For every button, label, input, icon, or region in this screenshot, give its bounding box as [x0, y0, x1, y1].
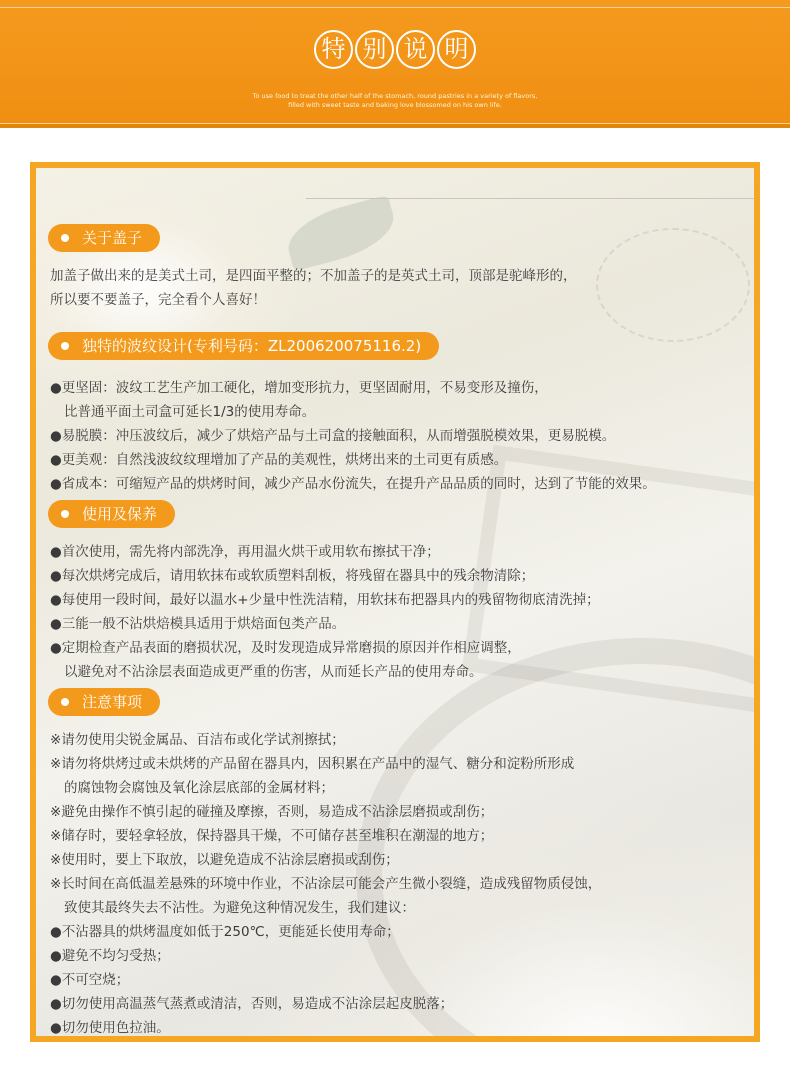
text-line: ※请勿使用尖锐金属品、百洁布或化学试剂擦拭；: [50, 732, 345, 748]
text-line: 比普通平面土司盒可延长1/3的使用寿命。: [64, 404, 316, 420]
text-line: ●切勿使用色拉油。: [50, 1020, 170, 1036]
bullet-dot-icon: [61, 342, 69, 350]
section-body-notices: [50, 728, 601, 1040]
section-heading-label: 注意事项: [82, 693, 143, 711]
title-char: 明: [437, 30, 476, 69]
section-body-wave-design: [50, 376, 656, 496]
text-line: ●切勿使用高温蒸气蒸煮或清洁，否则，易造成不沾涂层起皮脱落；: [50, 996, 454, 1012]
header-banner: [0, 0, 790, 128]
section-heading-label: 使用及保养: [82, 505, 158, 523]
text-line: ●避免不均匀受热；: [50, 948, 170, 964]
bullet-dot-icon: [61, 234, 69, 242]
section-heading-notices: [48, 688, 160, 716]
subtitle-line-2: filled with sweet taste and baking love blossomed on his own life.: [288, 101, 502, 109]
text-line: ●省成本：可缩短产品的烘烤时间，减少产品水份流失，在提升产品品质的同时，达到了节能的效果。: [50, 476, 656, 492]
text-line: ●更坚固：波纹工艺生产加工硬化，增加变形抗力，更坚固耐用，不易变形及撞伤，: [50, 380, 548, 396]
text-line: ●首次使用，需先将内部洗净，再用温火烘干或用软布擦拭干净；: [50, 544, 440, 560]
banner-top-line: [0, 7, 790, 8]
section-heading-label: 独特的波纹设计(专利号码：ZL200620075116.2): [82, 337, 422, 355]
subtitle-line-1: To use food to treat the other half of the stomach, round pastries in a variety of flavors,: [252, 92, 538, 100]
text-line: ●不可空烧；: [50, 972, 130, 988]
text-line: ※使用时，要上下取放，以避免造成不沾涂层磨损或刮伤；: [50, 852, 399, 868]
title-char: 特: [314, 30, 353, 69]
text-line: 所以要不要盖子，完全看个人喜好！: [50, 292, 266, 308]
text-line: ●定期检查产品表面的磨损状况，及时发现造成异常磨损的原因并作相应调整，: [50, 640, 521, 656]
section-body-lid: [50, 264, 577, 312]
page-title: [0, 30, 790, 69]
text-line: ●易脱膜：冲压波纹后，减少了烘焙产品与土司盒的接触面积，从而增强脱模效果，更易脱模。: [50, 428, 616, 444]
title-char: 说: [396, 30, 435, 69]
section-body-usage-care: [50, 540, 600, 684]
text-line: 加盖子做出来的是美式土司，是四面平整的；不加盖子的是英式土司，顶部是驼峰形的，: [50, 268, 577, 284]
text-line: 的腐蚀物会腐蚀及氧化涂层底部的金属材料；: [64, 780, 334, 796]
section-heading-lid: [48, 224, 160, 252]
text-line: ※请勿将烘烤过或未烘烤的产品留在器具内，因积累在产品中的湿气、糖分和淀粉所形成: [50, 756, 575, 772]
background-sketch-decoration: [596, 228, 750, 342]
bullet-dot-icon: [61, 698, 69, 706]
banner-bottom-line: [0, 123, 790, 128]
text-line: ●不沾器具的烘烤温度如低于250℃，更能延长使用寿命；: [50, 924, 400, 940]
content-frame: [30, 162, 760, 1042]
title-char: 别: [355, 30, 394, 69]
text-line: ●更美观：自然浅波纹纹理增加了产品的美观性，烘烤出来的土司更有质感。: [50, 452, 508, 468]
text-line: ●每使用一段时间，最好以温水+少量中性洗洁精，用软抹布把器具内的残留物彻底清洗掉；: [50, 592, 600, 608]
decor-divider: [306, 198, 754, 199]
section-heading-usage-care: [48, 500, 175, 528]
text-line: 以避免对不沾涂层表面造成更严重的伤害，从而延长产品的使用寿命。: [64, 664, 483, 680]
text-line: ●每次烘烤完成后，请用软抹布或软质塑料刮板，将残留在器具中的残余物清除；: [50, 568, 535, 584]
section-heading-label: 关于盖子: [82, 229, 143, 247]
text-line: ※储存时，要轻拿轻放，保持器具干燥，不可储存甚至堆积在潮湿的地方；: [50, 828, 494, 844]
section-heading-wave-design: [48, 332, 439, 360]
bullet-dot-icon: [61, 510, 69, 518]
text-line: ※长时间在高低温差悬殊的环境中作业，不沾涂层可能会产生微小裂缝，造成残留物质侵蚀，: [50, 876, 602, 892]
text-line: ●三能一般不沾烘焙模具适用于烘焙面包类产品。: [50, 616, 346, 632]
text-line: ※避免由操作不慎引起的碰撞及摩擦，否则，易造成不沾涂层磨损或刮伤；: [50, 804, 494, 820]
banner-subtitle: [0, 92, 790, 110]
background-leaf-decoration: [281, 195, 400, 272]
text-line: 致使其最终失去不沾性。为避免这种情况发生，我们建议：: [64, 900, 415, 916]
